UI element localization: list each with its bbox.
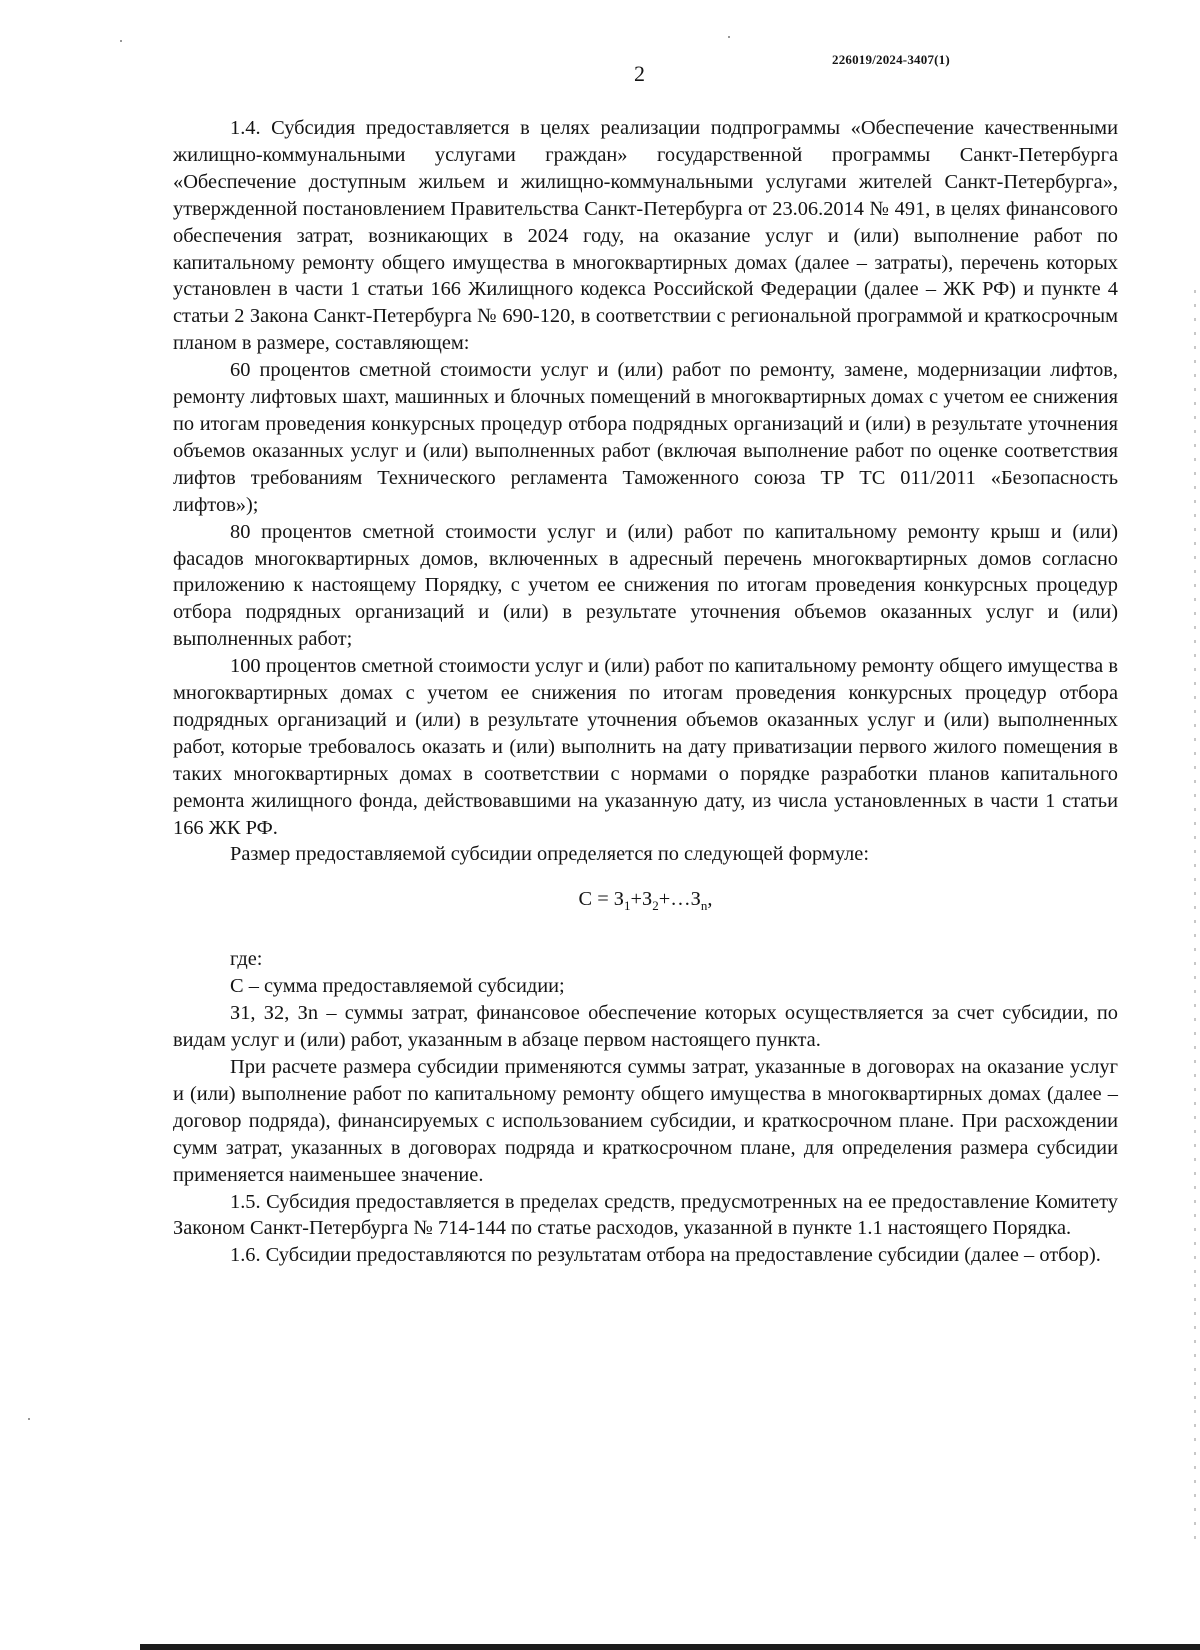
formula-comma: ,	[707, 888, 713, 911]
scan-speck	[28, 1418, 30, 1420]
formula-lhs: С = З	[578, 888, 625, 911]
formula-term-n: +…З	[658, 888, 701, 911]
paragraph-1-6: 1.6. Субсидии предоставляются по результатам отбора на предоставление субсидии (далее – отбор).	[230, 1244, 1101, 1267]
paragraph-calculation-rule: При расчете размера субсидии применяются суммы затрат, указанные в договорах на оказание услуг и (или) выполнение работ по капитальному ремонту общего имущества в многоквартирных домах (далее – договор подряда), финансируемых с использованием субсидии, и краткосрочном плане. При расхождении сумм затрат, указанных в договорах подряда и краткосрочном плане, для определения размера субсидии применяется наименьшее значение.	[173, 1055, 1118, 1186]
paragraph-c-definition: С – сумма предоставляемой субсидии;	[230, 975, 565, 998]
paragraph-100-percent: 100 процентов сметной стоимости услуг и (или) работ по капитальному ремонту общего имущества в многоквартирных домах с учетом ее снижения по итогам проведения конкурсных процедур отбора подрядных организаций и (или) в результате уточнения объемов оказанных услуг и (или) выполненных работ, которые требовалось оказать и (или) выполнить на дату приватизации первого жилого помещения в таких многоквартирных домах в соответствии с нормами о порядке разработки планов капитального ремонта жилищного фонда, действовавшими на указанную дату, из числа установленных в части 1 статьи 166 ЖК РФ.	[173, 655, 1118, 839]
formula-subscript-2: 2	[652, 898, 659, 914]
paragraph-z-definition: З1, З2, Зn – суммы затрат, финансовое обеспечение которых осуществляется за счет субсидии, по видам услуг и (или) работ, указанным в абзаце первом настоящего пункта.	[173, 1002, 1118, 1052]
scan-speck	[120, 40, 122, 42]
paragraph-1-4: 1.4. Субсидия предоставляется в целях реализации подпрограммы «Обеспечение качественными жилищно-коммунальными услугами граждан» государственной программы Санкт-Петербурга «Обеспечение доступным жильем и жилищно-коммунальными услугами жителей Санкт-Петербурга», утвержденной постановлением Правительства Санкт-Петербурга от 23.06.2014 № 491, в целях финансового обеспечения затрат, возникающих в 2024 году, на оказание услуг и (или) выполнение работ по капитальному ремонту общего имущества в многоквартирных домах (далее – затраты), перечень которых установлен в части 1 статьи 166 Жилищного кодекса Российской Федерации (далее – ЖК РФ) и пункте 4 статьи 2 Закона Санкт-Петербурга № 690-120, в соответствии с региональной программой и краткосрочным планом в размере, составляющем:	[173, 117, 1118, 355]
paragraph-formula-intro: Размер предоставляемой субсидии определяется по следующей формуле:	[230, 843, 870, 866]
paragraph-60-percent: 60 процентов сметной стоимости услуг и (или) работ по ремонту, замене, модернизации лифтов, ремонту лифтовых шахт, машинных и блочных помещений в многоквартирных домах с учетом ее снижения по итогам проведения конкурсных процедур отбора подрядных организаций и (или) в результате уточнения объемов оказанных услуг и (или) выполненных работ (включая выполнение работ по оценке соответствия лифтов требованиям Технического регламента Таможенного союза ТР ТС 011/2011 «Безопасность лифтов»);	[173, 359, 1118, 516]
scan-bottom-edge	[140, 1644, 1200, 1650]
scan-speck	[728, 36, 730, 38]
formula-subscript-1: 1	[624, 898, 631, 914]
document-body	[173, 115, 1118, 1269]
document-registration-number: 226019/2024-3407(1)	[832, 52, 950, 67]
subsidy-formula	[173, 886, 1118, 920]
formula-term-2: +З	[630, 888, 653, 911]
paragraph-where: где:	[230, 948, 263, 971]
scan-margin-artifact	[1194, 290, 1196, 1540]
formula-subscript-n: n	[700, 898, 708, 914]
page-number: 2	[634, 61, 645, 86]
paragraph-1-5: 1.5. Субсидия предоставляется в пределах средств, предусмотренных на ее предоставление Комитету Законом Санкт-Петербурга № 714-144 по статье расходов, указанной в пункте 1.1 настоящего Порядка.	[173, 1190, 1118, 1240]
paragraph-80-percent: 80 процентов сметной стоимости услуг и (или) работ по капитальному ремонту крыш и (или) фасадов многоквартирных домов, включенных в адресный перечень многоквартирных домов согласно приложению к настоящему Порядку, с учетом ее снижения по итогам проведения конкурсных процедур отбора подрядных организаций и (или) в результате уточнения объемов оказанных услуг и (или) выполненных работ;	[173, 520, 1118, 651]
